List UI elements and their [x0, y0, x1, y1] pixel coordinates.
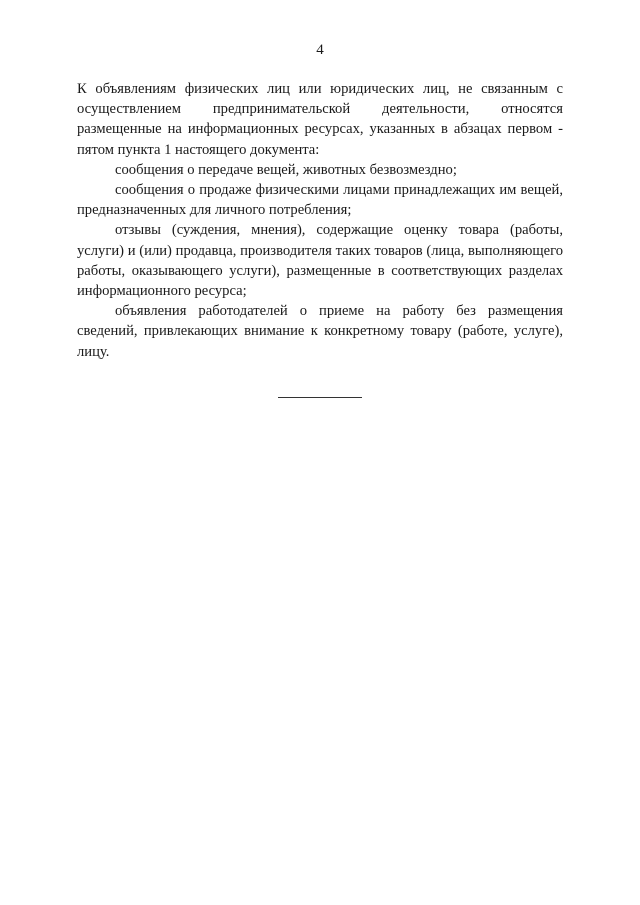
end-of-document-rule [278, 397, 362, 398]
page-number: 4 [316, 42, 324, 58]
document-body [77, 79, 563, 362]
paragraph-personal-sale: сообщения о продаже физическими лицами принадлежащих им вещей, предназначенных для личного потребления; [77, 182, 563, 219]
paragraph-intro: К объявлениям физических лиц или юридических лиц, не связанным с осуществлением предпринимательской деятельности, относятся размещенные на информационных ресурсах, указанных в абзацах первом - пятом пункта 1 настоящего документа: [77, 81, 563, 158]
paragraph-reviews: отзывы (суждения, мнения), содержащие оценку товара (работы, услуги) и (или) продавца, производителя таких товаров (лица, выполняющего работы, оказывающего услуги), размещенные в соответствующих разделах информационного ресурса; [77, 222, 563, 300]
paragraph-job-ads: объявления работодателей о приеме на работу без размещения сведений, привлекающих внимание к конкретному товару (работе, услуге), лицу. [77, 303, 563, 360]
paragraph-free-transfer: сообщения о передаче вещей, животных безвозмездно; [115, 161, 457, 178]
